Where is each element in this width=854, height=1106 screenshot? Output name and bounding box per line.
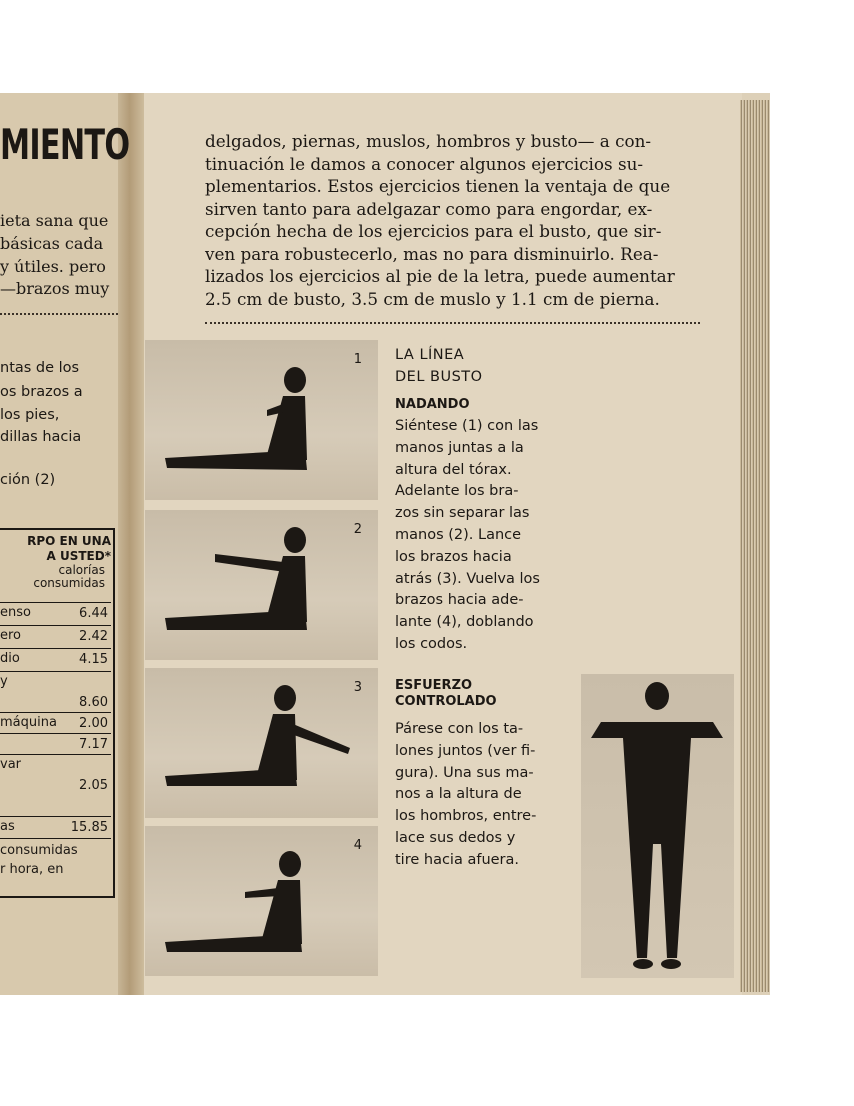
left-step-line: os brazos a [0,384,83,400]
photo-number: 1 [353,352,362,367]
exercise-photo-1 [145,340,378,500]
table-row: máquina 2.00 [0,712,111,733]
table-row: enso 6.44 [0,602,111,623]
section-title: LA LÍNEA DEL BUSTO [395,347,483,385]
exercise-photo-3 [145,668,378,818]
intro-line: tinuación le damos a conocer algunos ejercicios su- [205,153,644,174]
photo-number: 4 [353,838,362,853]
intro-line: delgados, piernas, muslos, hombros y busto— a con- [205,131,652,151]
standing-figure-photo [581,674,734,978]
exercise-instructions-nadando: Siéntese (1) con las manos juntas a la altura del tórax. Adelante los bra- zos sin separar las manos (2). Lance los brazos hacia atrás (3). Vuelva los brazos hacia ade- lante (4), doblando los codos. [395,418,540,652]
intro-line: sirven tanto para adelgazar como para engordar, ex- [205,198,653,219]
table-row: as 15.85 [0,816,111,837]
seated-figure-illustration [145,668,378,818]
page-edges [740,100,770,992]
intro-line: 2.5 cm de busto, 3.5 cm de muslo y 1.1 cm de pierna. [205,288,660,309]
table-row: var 2.05 [0,754,111,795]
left-step-line: los pies, [0,407,60,423]
exercise-photo-4 [145,826,378,976]
left-step-reference: ción (2) [0,472,56,488]
seated-figure-illustration [145,510,378,660]
table-subheading: calorías consumidas [33,563,105,590]
exercise-photo-2 [145,510,378,660]
calorie-table [0,528,115,898]
table-row: y 8.60 [0,671,111,712]
exercise-instructions-esfuerzo: Párese con los ta- lones juntos (ver fi- gura). Una sus ma- nos a la altura de los hombros, entre- lace sus dedos y tire hacia afuera. [395,721,537,868]
table-row: dio 4.15 [0,648,111,669]
table-row: 7.17 [0,733,111,754]
left-step-line: dillas hacia [0,429,82,445]
seated-figure-illustration [145,826,378,976]
table-heading: RPO EN UNA A USTED* [27,534,111,563]
intro-line: plementarios. Estos ejercicios tienen la ventaja de que [205,176,671,196]
intro-line: ven para robustecerlo, mas no para disminuirlo. Rea- [205,243,659,264]
left-dotted-divider [0,313,118,315]
standing-figure-illustration [581,674,734,978]
intro-line: lizados los ejercicios al pie de la letra, puede aumentar [205,266,675,286]
left-text-line: básicas cada [0,234,104,253]
photo-number: 3 [353,680,362,695]
intro-line: cepción hecha de los ejercicios para el busto, que sir- [205,221,662,241]
left-step-line: ntas de los [0,360,80,376]
intro-paragraph [205,130,705,310]
left-text-line: ieta sana que [0,211,109,230]
book-gutter [118,93,144,995]
table-footnote: consumidas r hora, en [0,838,111,879]
exercise-title-nadando: NADANDO [395,397,470,412]
exercise-title-esfuerzo: ESFUERZO CONTROLADO [395,678,497,709]
photo-number: 2 [353,522,362,537]
left-text-line: y útiles. pero [0,257,106,276]
table-row: ero 2.42 [0,625,111,646]
left-text-line: —brazos muy [0,279,110,298]
left-page-title: MIENTO [0,120,130,169]
seated-figure-illustration [145,340,378,500]
right-dotted-divider [205,322,700,324]
